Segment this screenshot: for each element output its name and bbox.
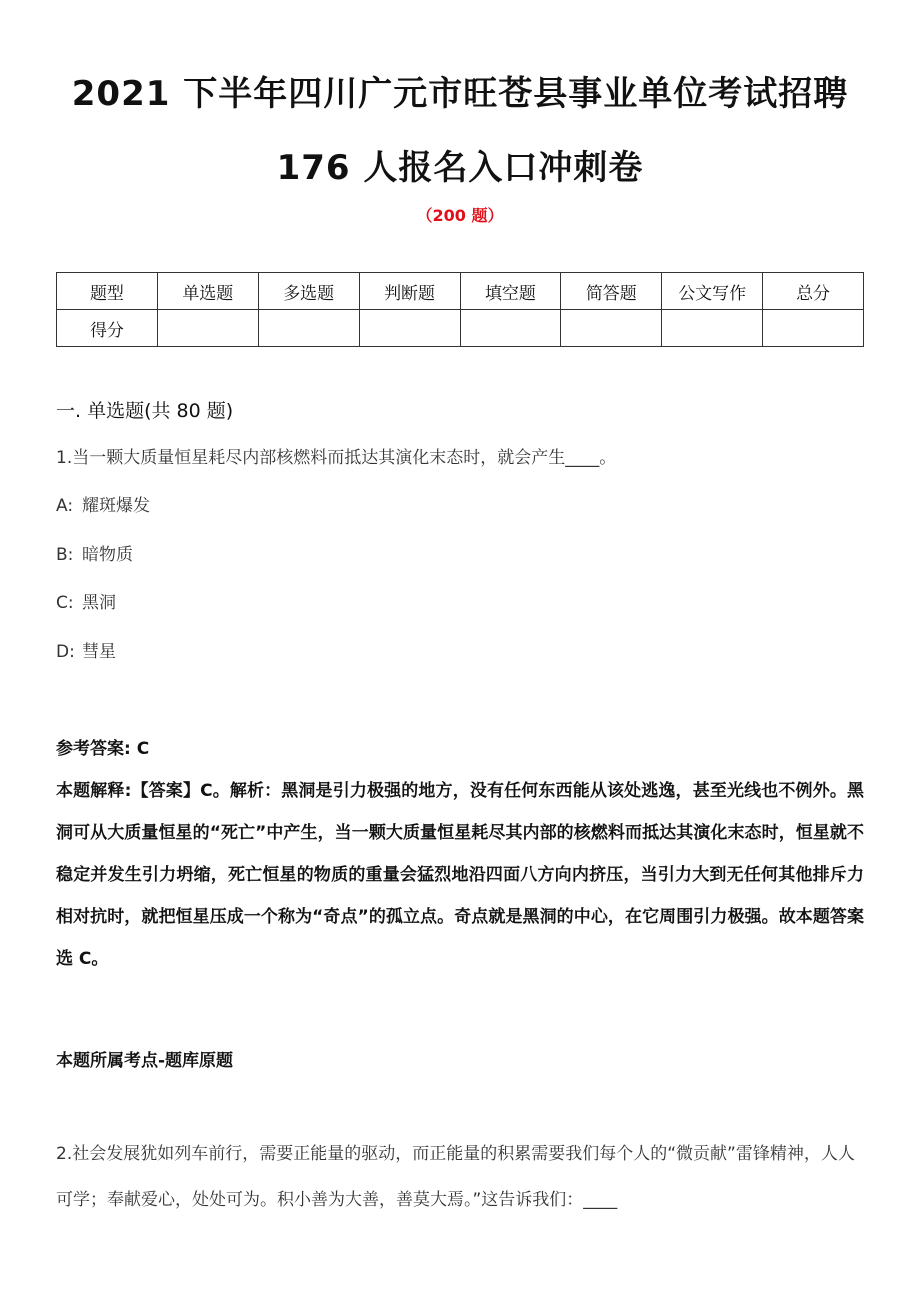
header-cell-fill-blank: 填空题 [460, 273, 561, 310]
document-title-line1: 2021 下半年四川广元市旺苍县事业单位考试招聘 [71, 74, 849, 114]
question-1-answer: 参考答案: C [56, 739, 150, 759]
option-text: 黑洞 [82, 593, 116, 613]
score-table [56, 272, 864, 347]
question-1-explanation: 本题解释:【答案】C。解析：黑洞是引力极强的地方，没有任何东西能从该处逃逸，甚至光线也不例外。黑洞可从大质量恒星的“死亡”中产生，当一颗大质量恒星耗尽其内部的核燃料而抵达其演化末态时，恒星就不稳定并发生引力坍缩，死亡恒星的物质的重量会猛烈地沿四面八方向内挤压，当引力大到无任何其他排斥力相对抗时，就把恒星压成一个称为“奇点”的孤立点。奇点就是黑洞的中心，在它周围引力极强。故本题答案选 C。 [56, 781, 864, 969]
question-1-option-d [56, 637, 116, 662]
question-1-option-b [56, 540, 133, 565]
score-cell [662, 310, 763, 347]
option-letter: C: [56, 593, 74, 613]
question-1-stem: 1.当一颗大质量恒星耗尽内部核燃料而抵达其演化末态时，就会产生____。 [56, 448, 617, 468]
option-letter: A: [56, 496, 74, 516]
option-letter: B: [56, 545, 74, 565]
option-letter: D: [56, 642, 75, 662]
header-cell-total: 总分 [763, 273, 864, 310]
score-cell [157, 310, 258, 347]
question-2-stem: 2.社会发展犹如列车前行，需要正能量的驱动，而正能量的积累需要我们每个人的“微贡献”雷锋精神，人人可学；奉献爱心，处处可为。积小善为大善，善莫大焉。”这告诉我们：____ [56, 1144, 855, 1210]
header-cell-single-choice: 单选题 [157, 273, 258, 310]
option-text: 暗物质 [82, 545, 133, 565]
header-cell-type: 题型 [57, 273, 158, 310]
header-cell-short-answer: 简答题 [561, 273, 662, 310]
score-row-label: 得分 [57, 310, 158, 347]
question-count-subtitle: （200 题） [416, 206, 504, 225]
option-text: 彗星 [82, 642, 116, 662]
score-cell [258, 310, 359, 347]
header-cell-true-false: 判断题 [359, 273, 460, 310]
score-table-header-row [57, 273, 864, 310]
score-table-score-row [57, 310, 864, 347]
section-heading: 一. 单选题(共 80 题) [56, 400, 234, 422]
score-cell [561, 310, 662, 347]
question-1-option-c [56, 588, 116, 613]
option-text: 耀斑爆发 [82, 496, 150, 516]
score-cell [460, 310, 561, 347]
header-cell-official-writing: 公文写作 [662, 273, 763, 310]
score-cell [763, 310, 864, 347]
document-title-line2: 176 人报名入口冲刺卷 [276, 148, 644, 188]
header-cell-multiple-choice: 多选题 [258, 273, 359, 310]
question-1-knowledge-point: 本题所属考点-题库原题 [56, 1051, 234, 1071]
score-cell [359, 310, 460, 347]
question-1-option-a [56, 491, 150, 516]
